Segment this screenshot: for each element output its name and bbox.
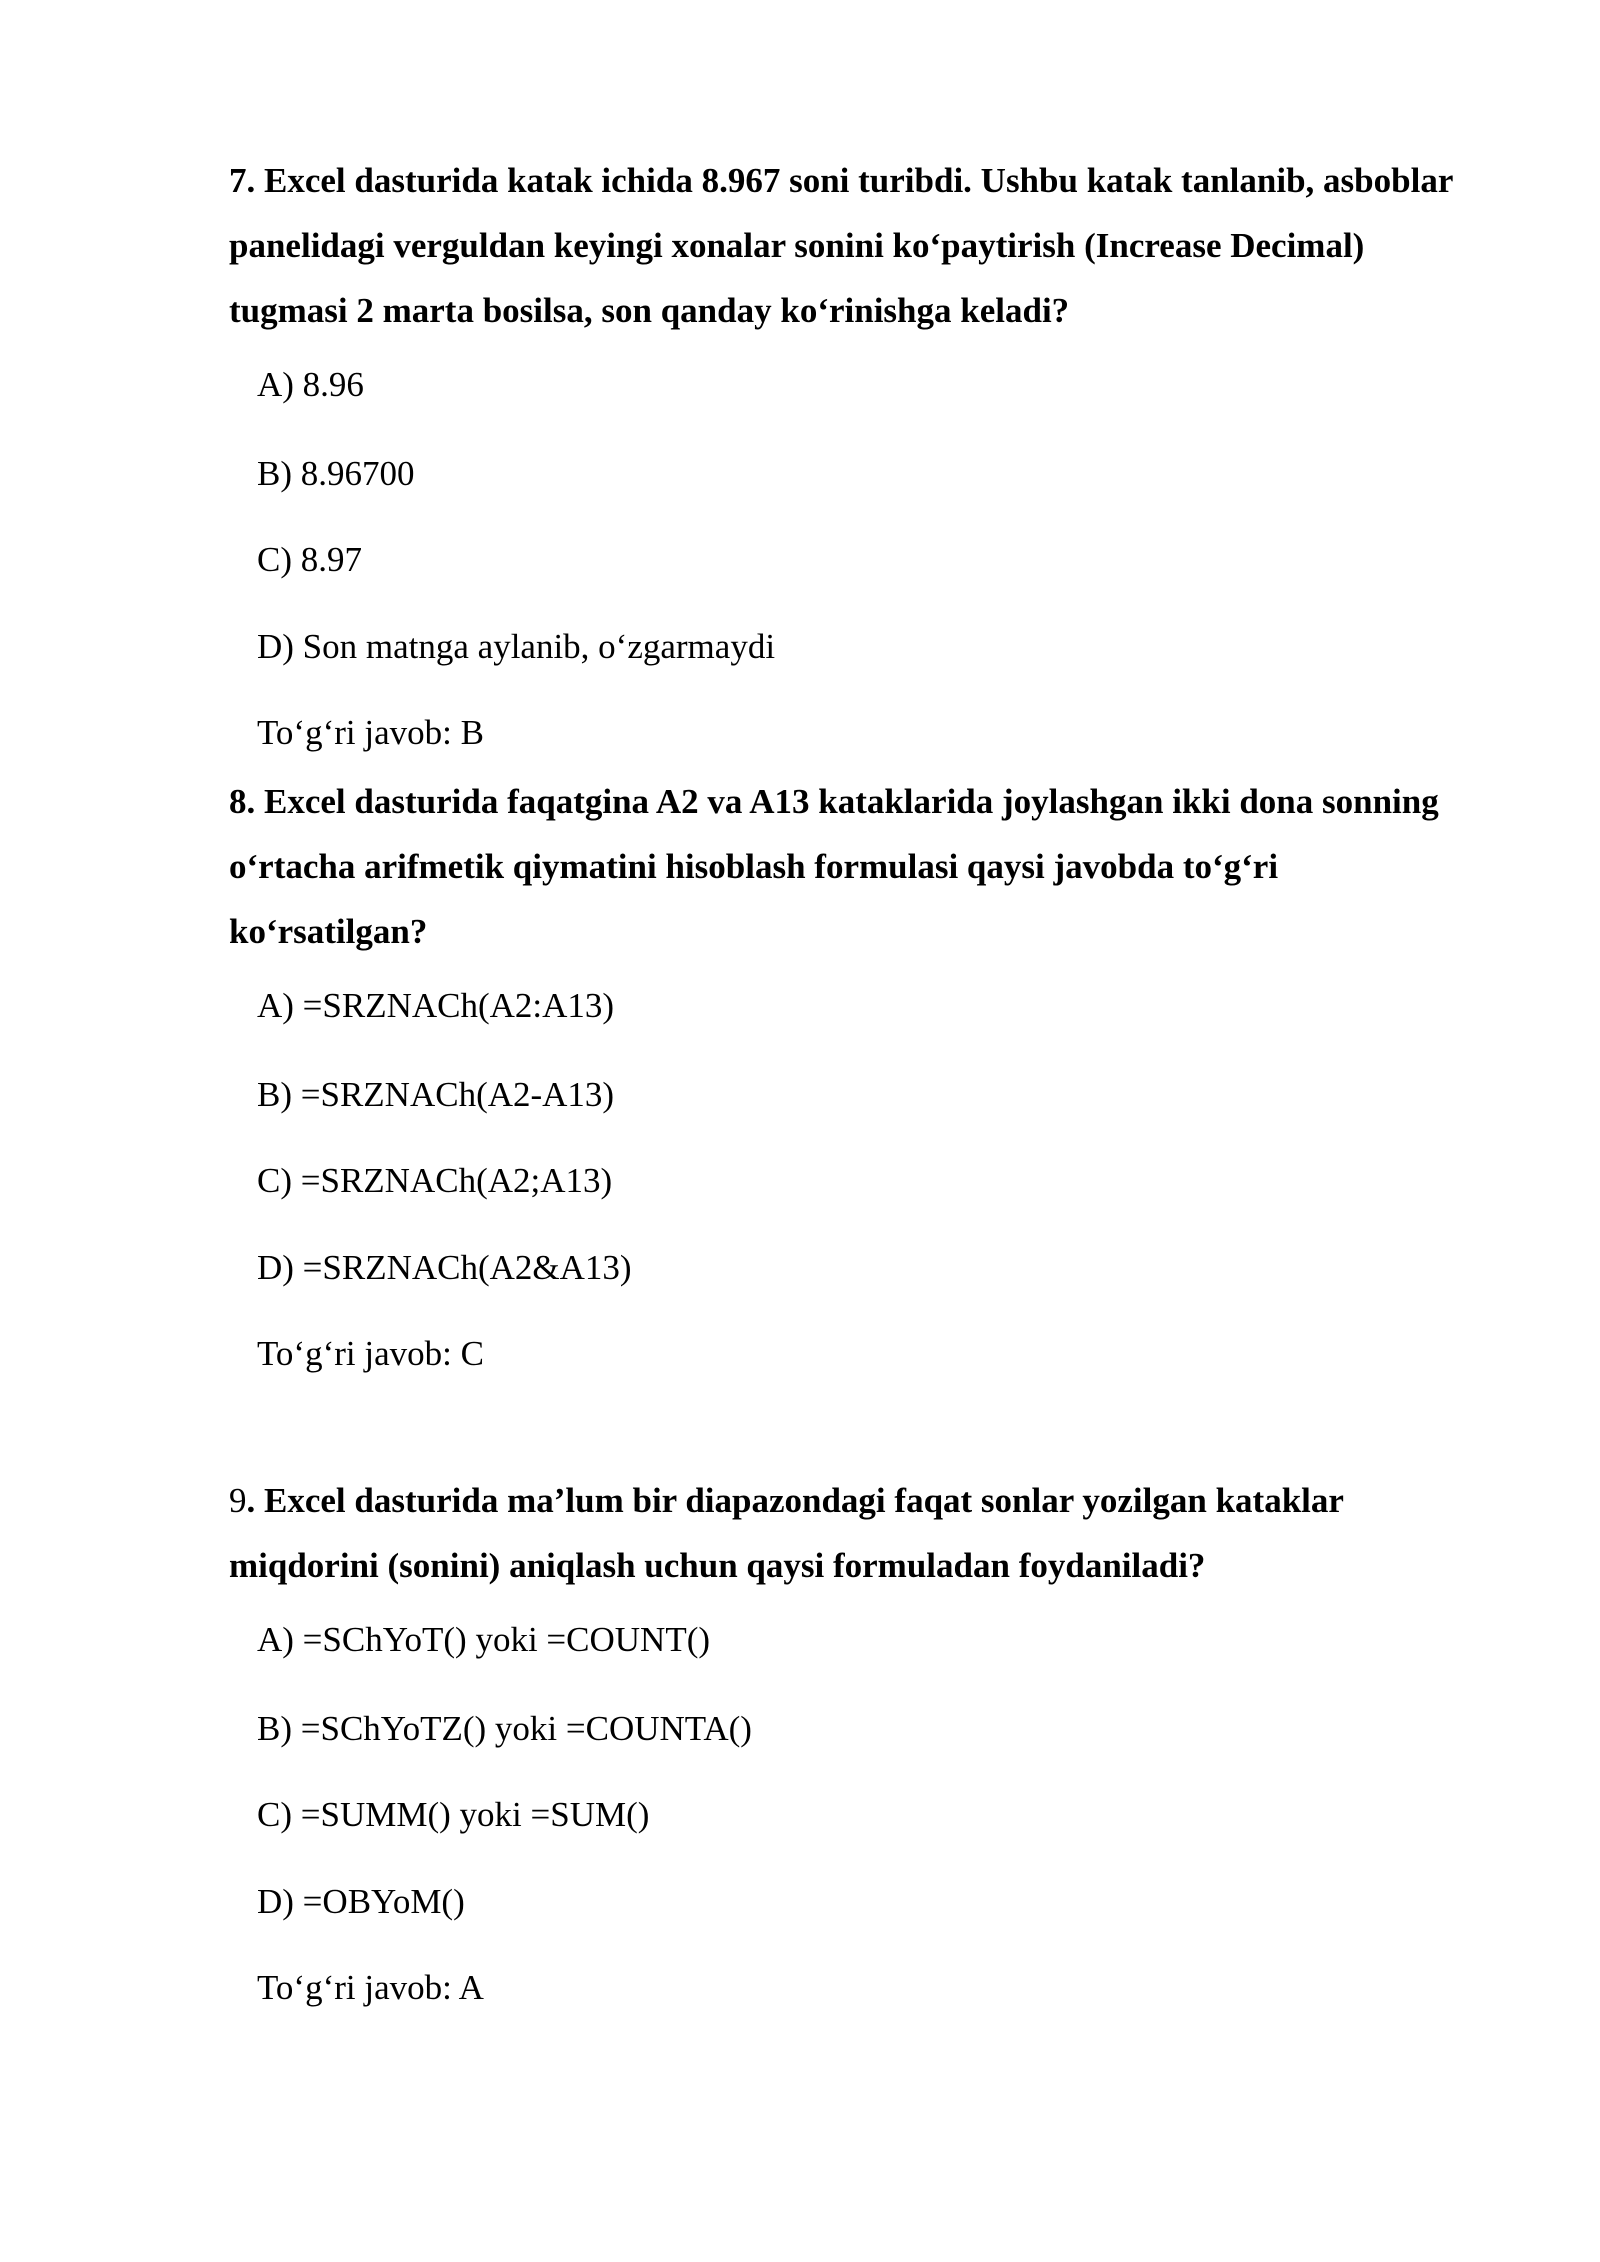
question-9-body: . Excel dasturida ma’lum bir diapazondagi faqat sonlar yozilgan kataklar miqdorini (sonini) aniqlash uchun qaysi formuladan foydaniladi?: [229, 1481, 1344, 1585]
question-7-body: Excel dasturida katak ichida 8.967 soni turibdi. Ushbu katak tanlanib, asboblar panelidagi verguldan keyingi xonalar sonini koʻpaytirish (Increase Decimal) tugmasi 2 marta bosilsa, son qanday koʻrinishga keladi?: [229, 161, 1453, 330]
question-7-answer: Toʻgʻri javob: B: [257, 713, 484, 752]
question-8-text: [229, 769, 1459, 964]
question-7-text: [229, 148, 1459, 343]
question-7-option-b: B) 8.96700: [257, 453, 415, 493]
question-7-option-d: D) Son matnga aylanib, oʻzgarmaydi: [257, 626, 776, 666]
question-8-option-c: C) =SRZNACh(A2;A13): [257, 1161, 613, 1200]
question-8-answer: Toʻgʻri javob: C: [257, 1334, 484, 1373]
question-9-answer: Toʻgʻri javob: A: [257, 1968, 484, 2007]
question-8-number: 8.: [229, 782, 256, 821]
question-7: [229, 148, 1459, 761]
question-9-number: 9: [229, 1481, 247, 1520]
question-7-option-a: A) 8.96: [257, 365, 364, 404]
question-8-option-d: D) =SRZNACh(A2&A13): [257, 1247, 632, 1287]
question-9-option-c: C) =SUMM() yoki =SUM(): [257, 1795, 650, 1834]
question-9-option-d: D) =OBYoM(): [257, 1881, 465, 1921]
question-8-option-a: A) =SRZNACh(A2:A13): [257, 986, 615, 1025]
question-8-option-b: B) =SRZNACh(A2-A13): [257, 1074, 615, 1114]
question-8: [229, 769, 1459, 1468]
question-9: [229, 1468, 1459, 2008]
question-9-option-a: A) =SChYoT() yoki =COUNT(): [257, 1620, 711, 1659]
question-7-option-c: C) 8.97: [257, 540, 362, 579]
question-9-option-b: B) =SChYoTZ() yoki =COUNTA(): [257, 1708, 752, 1748]
question-8-body: Excel dasturida faqatgina A2 va A13 kataklarida joylashgan ikki dona sonning oʻrtacha arifmetik qiymatini hisoblash formulasi qaysi javobda toʻgʻri koʻrsatilgan?: [229, 782, 1439, 951]
question-9-text: [229, 1468, 1459, 1598]
question-7-number: 7.: [229, 161, 256, 200]
document-page: [229, 148, 1459, 2008]
